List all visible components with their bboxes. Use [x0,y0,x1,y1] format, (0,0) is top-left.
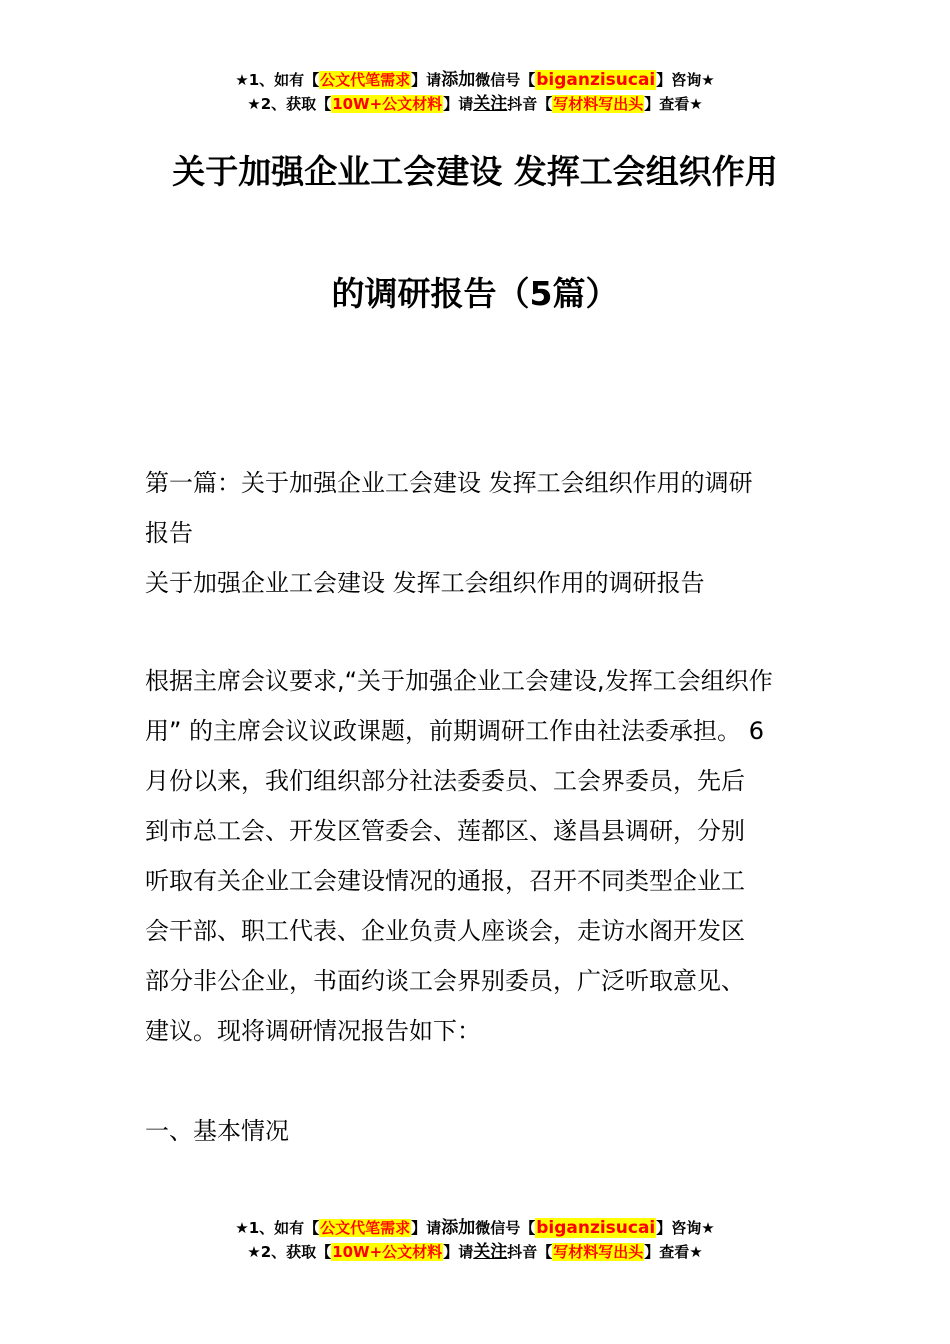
star-icon: ★ [235,71,249,89]
text-line: 用” 的主席会议议政课题，前期调研工作由社法委承担。 6 [145,717,764,745]
promo-text: 】请 [411,1219,442,1237]
text-line: 根据主席会议要求,“关于加强企业工会建设,发挥工会组织作 [145,667,773,695]
text-line: 关于加强企业工会建设 发挥工会组织作用的调研报告 [145,569,705,597]
star-icon: ★ [235,1219,249,1237]
text-line: 月份以来，我们组织部分社法委委员、工会界委员，先后 [145,767,745,795]
document-title-line-1: 关于加强企业工会建设 发挥工会组织作用 [172,152,778,191]
promo-text: 关注 [473,1242,508,1262]
promo-text: 微信号【 [475,1219,536,1237]
promo-text: 】查看 [644,1243,690,1261]
promo-banner-top [0,68,950,116]
promo-text: 】请 [443,1243,474,1261]
body-paragraph [145,656,807,1056]
promo-line-2 [0,1240,950,1264]
text-line: 会干部、职工代表、企业负责人座谈会，走访水阁开发区 [145,917,745,945]
text-line: 听取有关企业工会建设情况的通报，召开不同类型企业工 [145,867,745,895]
promo-text: 抖音【 [507,95,553,113]
star-icon: ★ [247,95,261,113]
promo-text: 】咨询 [656,71,702,89]
text-line: 部分非公企业，书面约谈工会界别委员，广泛听取意见、 [145,967,745,995]
promo-text: 关注 [473,94,508,114]
star-icon: ★ [689,95,703,113]
promo-highlight-materials: 10W+公文材料 [332,95,443,113]
promo-highlight-service: 公文代笔需求 [320,71,411,89]
text-line: 报告 [145,519,193,547]
promo-text: 添 [441,70,459,90]
text-line: 第一篇：关于加强企业工会建设 发挥工会组织作用的调研 [145,469,753,497]
promo-text: 2、获取【 [260,95,332,113]
promo-text: 2、获取【 [260,1243,332,1261]
promo-text: 加 [458,70,476,90]
promo-line-1 [0,1216,950,1240]
star-icon: ★ [689,1243,703,1261]
document-title-line-2: 的调研报告（5篇） [331,274,619,313]
promo-text: 】查看 [644,95,690,113]
promo-line-1 [0,68,950,92]
promo-text: 添 [441,1218,459,1238]
promo-text: 】请 [411,71,442,89]
promo-text: 1、如有【 [248,71,320,89]
section-heading-basic-situation: 一、基本情况 [145,1117,289,1145]
promo-highlight-douyin: 写材料写出头 [553,1243,644,1261]
promo-text: 微信号【 [475,71,536,89]
promo-text: 1、如有【 [248,1219,320,1237]
promo-banner-bottom [0,1216,950,1264]
promo-text: 加 [458,1218,476,1238]
promo-highlight-materials: 10W+公文材料 [332,1243,443,1261]
promo-text: 】请 [443,95,474,113]
promo-highlight-wechat: biganzisucai [536,70,656,90]
promo-highlight-wechat: biganzisucai [536,1218,656,1238]
star-icon: ★ [701,71,715,89]
promo-line-2 [0,92,950,116]
promo-text: 】咨询 [656,1219,702,1237]
star-icon: ★ [247,1243,261,1261]
star-icon: ★ [701,1219,715,1237]
text-line: 到市总工会、开发区管委会、莲都区、遂昌县调研，分别 [145,817,745,845]
promo-text: 抖音【 [507,1243,553,1261]
text-line: 建议。现将调研情况报告如下： [145,1017,481,1045]
section-heading-block [145,458,807,608]
promo-highlight-service: 公文代笔需求 [320,1219,411,1237]
promo-highlight-douyin: 写材料写出头 [553,95,644,113]
